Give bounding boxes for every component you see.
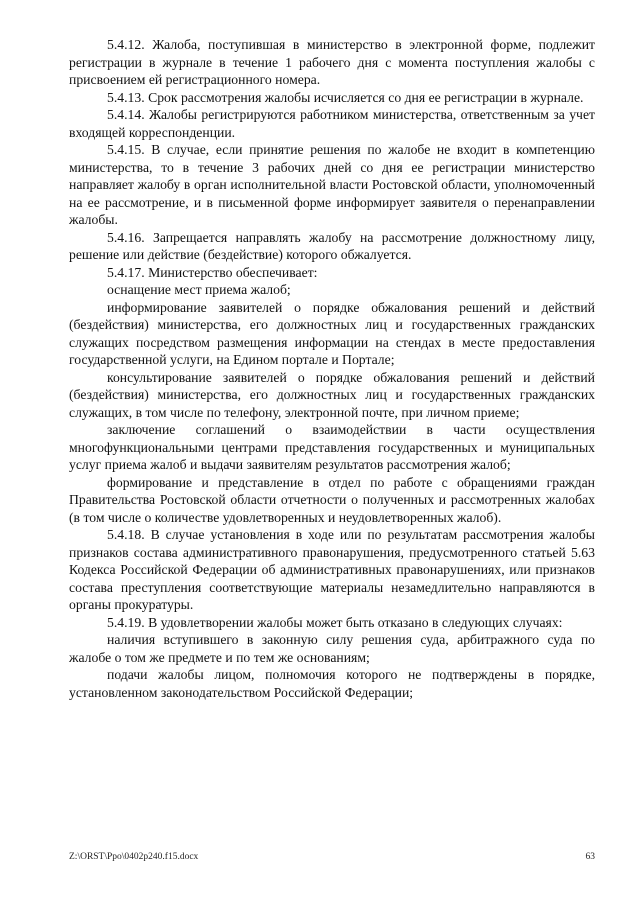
paragraph-5-4-19: 5.4.19. В удовлетворении жалобы может быть отказано в следующих случаях: bbox=[107, 614, 563, 630]
paragraph-5-4-16: 5.4.16. Запрещается направлять жалобу на рассмотрение должностному лицу, решение или действие (бездействие) которого обжалуется. bbox=[69, 229, 595, 262]
paragraph-5-4-12: 5.4.12. Жалоба, поступившая в министерство в электронной форме, подлежит регистрации в журнале в течение 1 рабочего дня с момента поступления жалобы с присвоением ей регистрационного номера. bbox=[69, 37, 595, 87]
list-item-informing: информирование заявителей о порядке обжалования решений и действий (бездействия) министерства, его должностных лиц и государственных гражданских служащих посредством размещения информации на стендах в месте предоставления государственной услуги, на Едином портале и Портале; bbox=[69, 299, 595, 367]
list-item-consulting: консультирование заявителей о порядке обжалования решений и действий (бездействия) министерства, его должностных лиц и государственных гражданских служащих, в том числе по телефону, электронной почте, при личном приеме; bbox=[69, 369, 595, 420]
footer-file-path: Z:\ORST\Ppo\0402p240.f15.docx bbox=[69, 852, 199, 862]
paragraph-5-4-13: 5.4.13. Срок рассмотрения жалобы исчисляется со дня ее регистрации в журнале. bbox=[107, 89, 584, 105]
paragraph-5-4-17: 5.4.17. Министерство обеспечивает: bbox=[107, 264, 318, 280]
paragraph-5-4-18: 5.4.18. В случае установления в ходе или по результатам рассмотрения жалобы признаков состава административного правонарушения, предусмотренного статьей 5.63 Кодекса Российской Федерации об административных правонарушениях, или признаков состава преступления соответствующие материалы незамедлительно направляются в органы прокуратуры. bbox=[69, 527, 595, 612]
paragraph-5-4-15: 5.4.15. В случае, если принятие решения по жалобе не входит в компетенцию министерства, то в течение 3 рабочих дней со дня ее регистрации министерство направляет жалобу в орган исполнительной власти Ростовской области, уполномоченный на ее рассмотрение, и в письменной форме информирует заявителя о перенаправлении жалобы. bbox=[69, 142, 595, 227]
document-body bbox=[69, 36, 595, 701]
list-item-reporting: формирование и представление в отдел по работе с обращениями граждан Правительства Ростовской области отчетности о полученных и рассмотренных жалобах (в том числе о количестве удовлетворенных и неудовлетворенных жалоб). bbox=[69, 474, 595, 525]
paragraph-5-4-14: 5.4.14. Жалобы регистрируются работником министерства, ответственным за учет входящей корреспонденции. bbox=[69, 107, 595, 140]
list-item-court-decision: наличия вступившего в законную силу решения суда, арбитражного суда по жалобе о том же предмете и по тем же основаниям; bbox=[69, 632, 595, 665]
list-item-equipment: оснащение мест приема жалоб; bbox=[107, 282, 291, 297]
list-item-unconfirmed-authority: подачи жалобы лицом, полномочия которого не подтверждены в порядке, установленном законодательством Российской Федерации; bbox=[69, 667, 595, 700]
page-number: 63 bbox=[585, 852, 595, 862]
list-item-agreements: заключение соглашений о взаимодействии в части осуществления многофункциональными центрами представления государственных и муниципальных услуг приема жалоб и выдачи заявителям результатов рассмотрения жалоб; bbox=[69, 422, 595, 472]
